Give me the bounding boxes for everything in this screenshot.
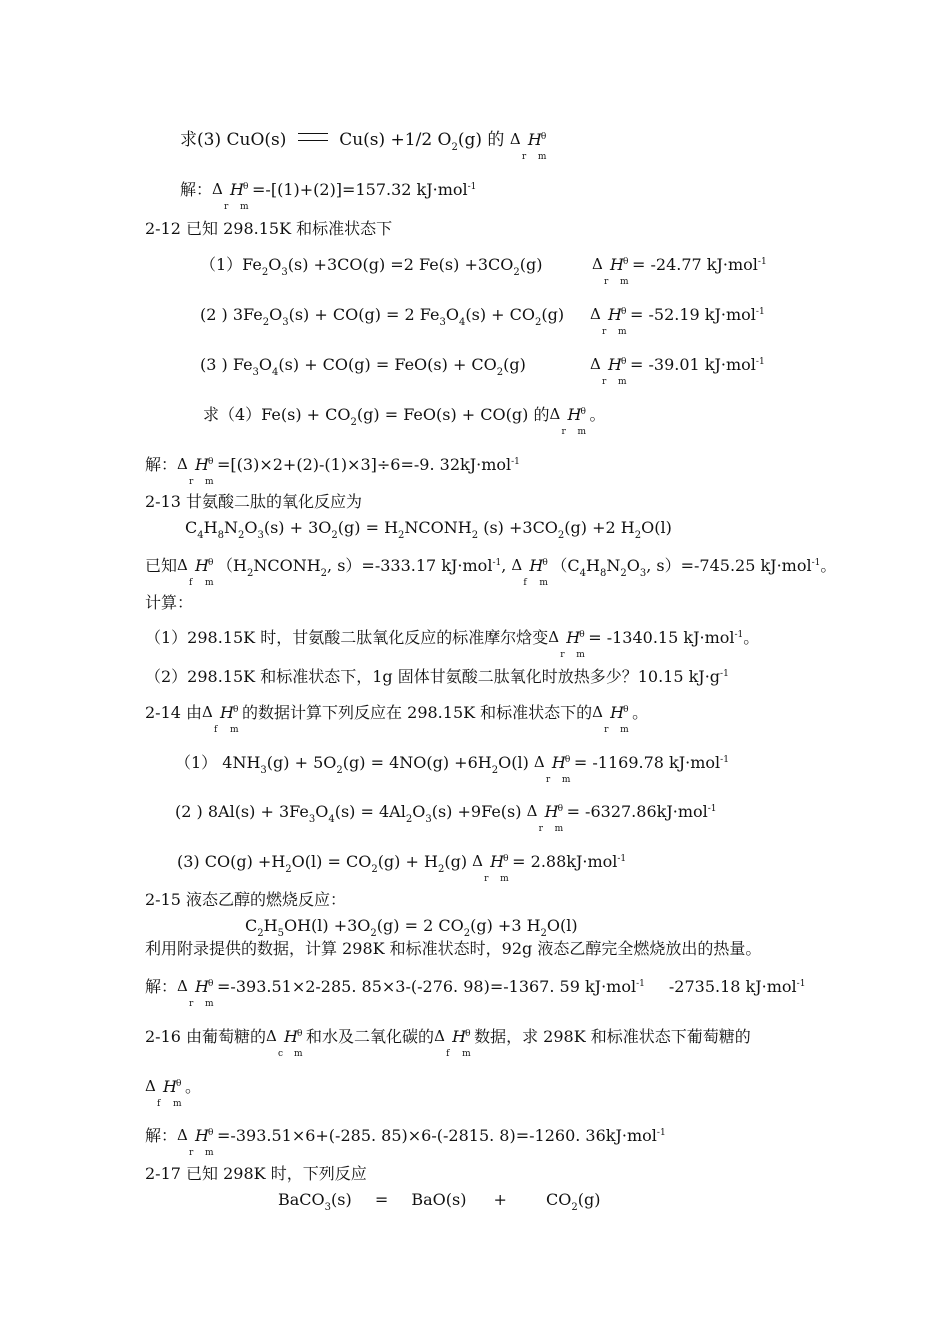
reaction-2-17: BaCO$_3$(s) = $BaO(s) + CO_2(g)$ [278, 1190, 601, 1213]
solution-2-16: 解： Δ H θ r m =-393.51×6+(-285. 85)×6-(-2815. 8)=-1260. 36kJ·mol$^{-1}$ [145, 1125, 666, 1158]
delta-f-h-m-symbol: Δ H θ f m [177, 555, 214, 588]
reaction-2-14-3: (3) $CO(g) +H_2O(l) = CO_2(g) + H_2(g)$ Δ H θ r m = 2.88kJ·mol$^{-1}$ [177, 851, 627, 884]
reaction-2-14-1: （1） $4NH_3(g) + 5O_2(g) = 4NO(g) +6H_2O(l)$ Δ H θ r m = -1169.78 kJ·mol$^{-1}$ [175, 752, 729, 785]
problem-2-13-heading: 2-13 甘氨酸二肽的氧化反应为 [145, 492, 363, 511]
delta-r-h-m-symbol: Δ H θ r m [472, 851, 509, 884]
delta-r-h-m-symbol: Δ H θ r m [549, 404, 587, 437]
delta-r-h-m-symbol: Δ H θ r m [509, 129, 547, 162]
delta-r-h-m-symbol: Δ H θ r m [177, 976, 214, 1009]
delta-f-h-m-symbol: Δ H θ f m [511, 555, 548, 588]
problem-2-15-text: 利用附录提供的数据，计算 298K 和标准状态时，92g 液态乙醇完全燃烧放出的热量。 [145, 939, 762, 958]
delta-r-h-m-symbol: Δ H θ r m [533, 752, 571, 785]
solution-line: 解： Δ H θ r m =-[(1)+(2)]=157.32 kJ·mol$^{-1}$ [180, 179, 477, 212]
question-products: Cu(s) +1/2 O [339, 130, 452, 150]
reaction-3-enthalpy: Δ H θ r m = -39.01 kJ·mol$^{-1}$ [590, 354, 765, 387]
reaction-2-13: $C_4H_8N_2O_3(s) + 3O_2(g)$ = $H_2NCONH_2$ $(s) +3CO_2(g) +2$ $H_2O(l)$ [185, 518, 672, 541]
known-data-2-13: 已知 Δ H θ f m （$H_2NCONH_2$, s）=-333.17 kJ·mol$^{-1}$, Δ H θ f m （$C_4H_8N_2O_3$, s）=-745.25 kJ·mol$^{-1}$。 [145, 555, 837, 588]
delta-r-h-m-symbol: Δ H θ r m [212, 179, 249, 212]
problem-3-question: 求(3) CuO(s) Cu(s) +1/2 $O_2(g)$ 的 Δ H θ r m [180, 130, 550, 151]
problem-2-12-heading: 2-12 已知 298.15K 和标准状态下 [145, 219, 393, 238]
delta-r-h-m-symbol: Δ H θ r m [592, 254, 629, 287]
delta-r-h-m-symbol: Δ H θ r m [590, 354, 627, 387]
delta-r-h-m-symbol: Δ H θ r m [177, 1125, 214, 1158]
question-lead: 求(3) CuO(s) [180, 130, 287, 150]
reaction-3: (3 ) $Fe_3O_4(s) + CO(g) = FeO(s) + CO_2(g)$ [200, 355, 526, 378]
reaction-1: $(1)Fe_2O_3(s) +3CO(g) =2$ $Fe(s) +3CO_2(g)$ [200, 255, 543, 278]
solution-2-12: 解： Δ H θ r m =[(3)×2+(2)-(1)×3]÷6=-9. 32kJ·mol$^{-1}$ [145, 454, 520, 487]
reaction-2: (2 ) $3Fe_2O_3(s) + CO(g) = 2$ $Fe_3O_4(s) + CO_2(g)$ [200, 305, 565, 328]
delta-c-h-m-symbol: Δ H θ c m [266, 1026, 303, 1059]
reaction-2-15: $C_2H_5OH(l) +3O_2(g) = 2$ $CO_2(g) +3$ $H_2O(l)$ [245, 916, 578, 939]
calc-label: 计算： [145, 593, 194, 612]
delta-r-h-m-symbol: Δ H θ r m [548, 627, 585, 660]
delta-r-h-m-symbol: Δ H θ r m [177, 454, 214, 487]
delta-r-h-m-symbol: Δ H θ r m [590, 304, 627, 337]
solution-2-15: 解： Δ H θ r m =-393.51×2-285. 85×3-(-276. 98)=-1367. 59 kJ·mol$^{-1}$ -2735.18 kJ·mol$^{-1}$ [145, 976, 806, 1009]
delta-r-h-m-symbol: Δ H θ r m [592, 702, 629, 735]
question-2: （2）298.15K 和标准状态下，1g 固体甘氨酸二肽氧化时放热多少？10.15 $kJ\cdot g^{-1}$ [145, 667, 729, 686]
question-1: （1）298.15K 时，甘氨酸二肽氧化反应的标准摩尔焓变 Δ H θ r m = -1340.15 kJ·mol$^{-1}$。 [145, 627, 760, 660]
delta-r-h-m-symbol: Δ H θ r m [526, 801, 564, 834]
problem-2-16-heading: 2-16 由葡萄糖的 Δ H θ c m 和水及二氧化碳的 Δ H θ f m 数据，求 298K 和标准状态下葡萄糖的 [145, 1026, 751, 1059]
reaction-2-enthalpy: Δ H θ r m = -52.19 kJ·mol$^{-1}$ [590, 304, 765, 337]
problem-2-16-symbol-line: Δ H θ f m 。 [145, 1076, 202, 1109]
delta-f-h-m-symbol: Δ H θ f m [434, 1026, 471, 1059]
equilibrium-sign [298, 133, 328, 141]
delta-f-h-m-symbol: Δ H θ f m [145, 1076, 182, 1109]
problem-2-17-heading: 2-17 已知 298K 时，下列反应 [145, 1164, 367, 1183]
reaction-2-14-2: (2 ) $8Al(s) + 3Fe_3O_4(s) = 4Al_2O_3(s) +9Fe(s)$ Δ H θ r m = -6327.86kJ·mol$^{-1}$ [175, 801, 717, 834]
reaction-4-question: 求$(4)Fe(s) + CO_2(g) = FeO(s) + CO(g)$ 的 Δ H θ r m 。 [203, 404, 606, 437]
problem-2-14-heading: 2-14 由 Δ H θ f m 的数据计算下列反应在 298.15K 和标准状态下的 Δ H θ r m 。 [145, 702, 649, 735]
reaction-1-enthalpy: Δ H θ r m = -24.77 kJ·mol$^{-1}$ [592, 254, 767, 287]
problem-2-15-heading: 2-15 液态乙醇的燃烧反应： [145, 890, 347, 909]
delta-f-h-m-symbol: Δ H θ f m [202, 702, 239, 735]
